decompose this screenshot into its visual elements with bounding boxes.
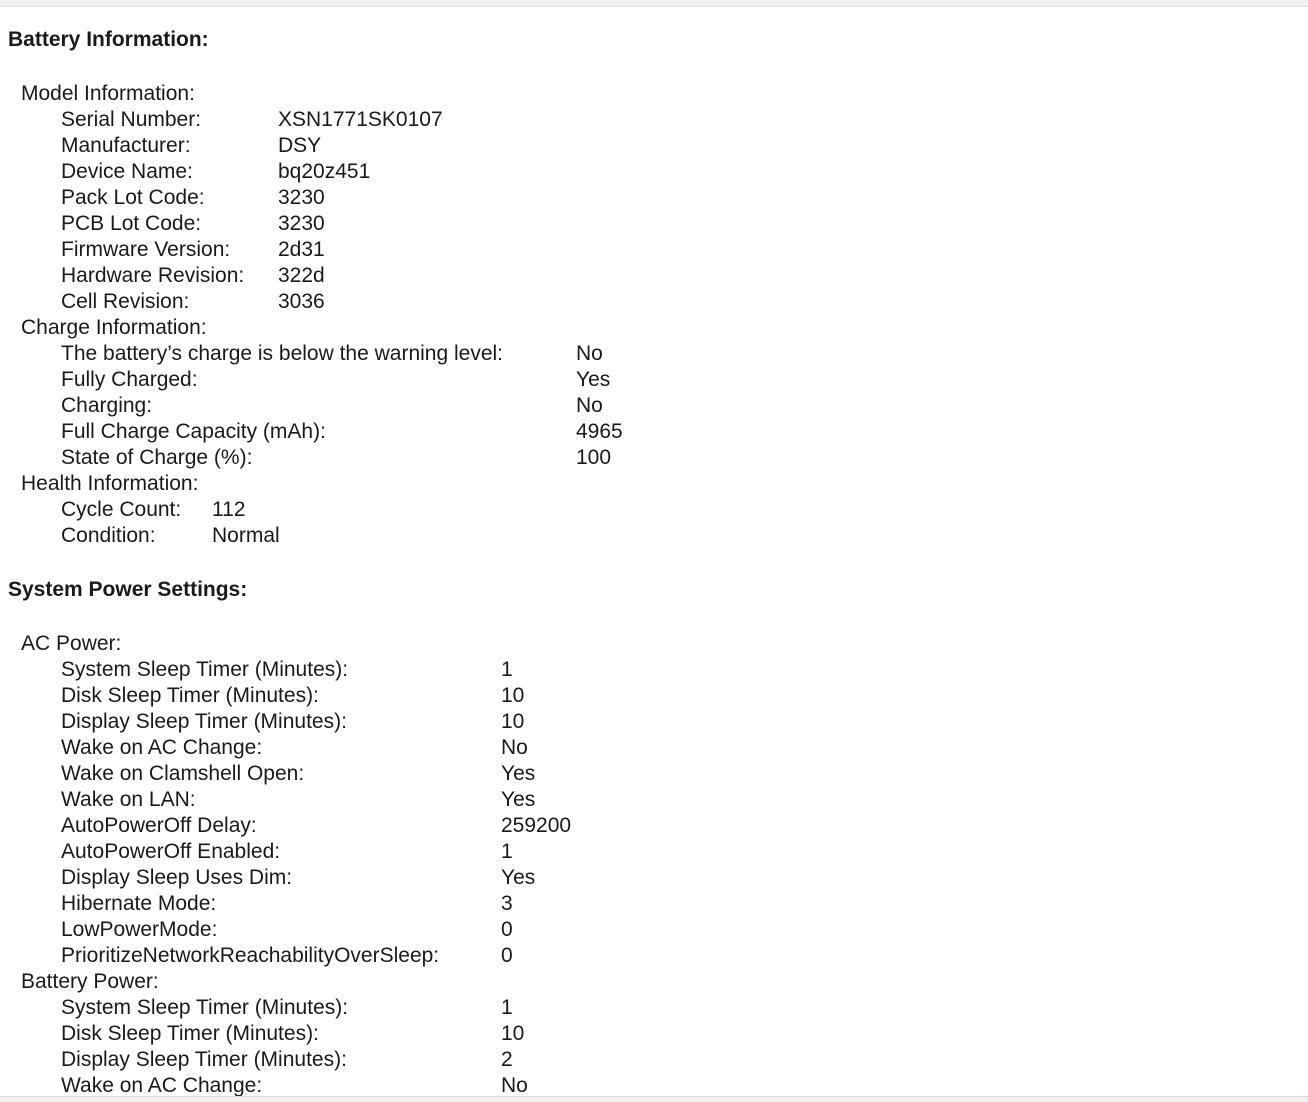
- health-information-value: Normal: [212, 524, 280, 547]
- ac-power-value: 10: [501, 710, 525, 733]
- battery-power-key: System Sleep Timer (Minutes):: [61, 996, 349, 1019]
- ac-power-key: Wake on LAN:: [61, 788, 196, 811]
- health-information-key: Cycle Count:: [61, 498, 182, 521]
- charge-information-label: Charge Information:: [21, 316, 207, 339]
- ac-power-row: [61, 839, 513, 865]
- charge-information-value: No: [576, 394, 603, 417]
- ac-power-value: 0: [501, 944, 513, 967]
- ac-power-value: 3: [501, 892, 513, 915]
- charge-information-key: State of Charge (%):: [61, 446, 253, 469]
- battery-power-row: [61, 995, 513, 1021]
- charge-information-key: Full Charge Capacity (mAh):: [61, 420, 326, 443]
- model-information-key: Firmware Version:: [61, 238, 231, 261]
- model-information-key: Cell Revision:: [61, 290, 190, 313]
- charge-information-row: [61, 393, 603, 419]
- battery-power-value: No: [501, 1074, 528, 1096]
- model-information-row: [61, 263, 325, 289]
- model-information-row: [61, 289, 325, 315]
- charge-information-row: [61, 367, 611, 393]
- model-information-row: [61, 159, 371, 185]
- ac-power-key: Hibernate Mode:: [61, 892, 217, 915]
- charge-information-value: Yes: [576, 368, 611, 391]
- ac-power-key: Wake on Clamshell Open:: [61, 762, 305, 785]
- ac-power-key: LowPowerMode:: [61, 918, 218, 941]
- ac-power-row: [61, 735, 528, 761]
- ac-power-value: Yes: [501, 762, 536, 785]
- ac-power-value: 0: [501, 918, 513, 941]
- model-information-row: [61, 133, 322, 159]
- model-information-key: Pack Lot Code:: [61, 186, 205, 209]
- ac-power-key: Disk Sleep Timer (Minutes):: [61, 684, 319, 707]
- model-information-value: bq20z451: [278, 160, 371, 183]
- ac-power-value: Yes: [501, 788, 536, 811]
- battery-power-key: Wake on AC Change:: [61, 1074, 263, 1096]
- model-information-value: XSN1771SK0107: [278, 108, 443, 131]
- ac-power-value: 10: [501, 684, 525, 707]
- ac-power-value: No: [501, 736, 528, 759]
- health-information-key: Condition:: [61, 524, 156, 547]
- window-bottom-edge: [0, 1096, 1308, 1102]
- ac-power-key: Display Sleep Uses Dim:: [61, 866, 293, 889]
- model-information-value: 3230: [278, 186, 325, 209]
- model-information-key: Device Name:: [61, 160, 193, 183]
- health-information-value: 112: [212, 498, 246, 521]
- battery-power-row: [61, 1047, 513, 1073]
- ac-power-key: AutoPowerOff Delay:: [61, 814, 257, 837]
- charge-information-value: 100: [576, 446, 612, 469]
- model-information-label: Model Information:: [21, 82, 195, 105]
- battery-power-value: 1: [501, 996, 513, 1019]
- battery-information-heading: Battery Information:: [8, 28, 209, 51]
- model-information-value: 3036: [278, 290, 325, 313]
- battery-power-label: Battery Power:: [21, 970, 159, 993]
- health-information-label: Health Information:: [21, 472, 199, 495]
- model-information-value: DSY: [278, 134, 322, 157]
- model-information-key: Hardware Revision:: [61, 264, 245, 287]
- model-information-row: [61, 237, 325, 263]
- model-information-row: [61, 185, 325, 211]
- health-information-row: [61, 523, 280, 549]
- charge-information-row: [61, 445, 612, 471]
- ac-power-row: [61, 917, 513, 943]
- battery-power-value: 10: [501, 1022, 525, 1045]
- ac-power-value: 1: [501, 658, 513, 681]
- charge-information-key: The battery’s charge is below the warning level:: [61, 342, 504, 365]
- ac-power-row: [61, 657, 513, 683]
- model-information-row: [61, 211, 325, 237]
- battery-power-row: [61, 1021, 525, 1047]
- charge-information-value: 4965: [576, 420, 623, 443]
- model-information-value: 2d31: [278, 238, 325, 261]
- charge-information-row: [61, 341, 603, 367]
- ac-power-label: AC Power:: [21, 632, 122, 655]
- ac-power-row: [61, 709, 525, 735]
- ac-power-key: System Sleep Timer (Minutes):: [61, 658, 349, 681]
- charge-information-key: Charging:: [61, 394, 153, 417]
- battery-power-key: Display Sleep Timer (Minutes):: [61, 1048, 347, 1071]
- model-information-value: 3230: [278, 212, 325, 235]
- health-information-row: [61, 497, 246, 523]
- battery-power-value: 2: [501, 1048, 513, 1071]
- ac-power-key: Wake on AC Change:: [61, 736, 263, 759]
- ac-power-row: [61, 813, 572, 839]
- model-information-key: Serial Number:: [61, 108, 202, 131]
- charge-information-value: No: [576, 342, 603, 365]
- ac-power-key: Display Sleep Timer (Minutes):: [61, 710, 347, 733]
- battery-power-row: [61, 1073, 528, 1096]
- ac-power-row: [61, 865, 536, 891]
- charge-information-key: Fully Charged:: [61, 368, 198, 391]
- ac-power-row: [61, 787, 536, 813]
- ac-power-row: [61, 943, 513, 969]
- ac-power-row: [61, 761, 536, 787]
- model-information-row: [61, 107, 443, 133]
- ac-power-value: 259200: [501, 814, 572, 837]
- charge-information-row: [61, 419, 623, 445]
- model-information-value: 322d: [278, 264, 325, 287]
- battery-power-key: Disk Sleep Timer (Minutes):: [61, 1022, 319, 1045]
- ac-power-row: [61, 683, 525, 709]
- model-information-key: Manufacturer:: [61, 134, 191, 157]
- ac-power-value: 1: [501, 840, 513, 863]
- ac-power-key: AutoPowerOff Enabled:: [61, 840, 281, 863]
- ac-power-row: [61, 891, 513, 917]
- model-information-key: PCB Lot Code:: [61, 212, 202, 235]
- ac-power-value: Yes: [501, 866, 536, 889]
- ac-power-key: PrioritizeNetworkReachabilityOverSleep:: [61, 944, 440, 967]
- system-power-settings-heading: System Power Settings:: [8, 578, 248, 601]
